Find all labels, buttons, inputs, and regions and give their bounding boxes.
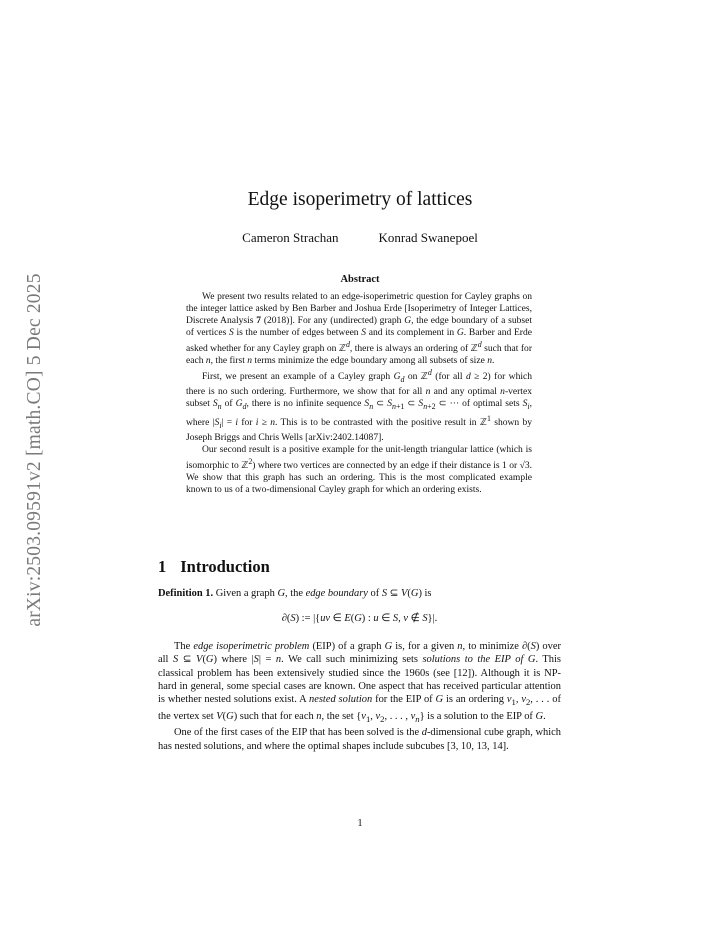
body-paragraph: One of the first cases of the EIP that has been solved is the d-dimensional cube graph, which has nested solutions, and where the optimal shapes include subcubes [3, 10, 13, 14].	[158, 727, 561, 752]
abstract-paragraph: We present two results related to an edge-isoperimetric question for Cayley graphs on the integer lattice asked by Ben Barber and Joshua Erde [Isoperimetry of Integer Lattices, Discrete Analysis 7 (2018)]. For any (undirected) graph G, the edge boundary of a subset of vertices S is the number of edges between S and its complement in G. Barber and Erde asked whether for any Cayley graph on ℤ$^d$, there is always an ordering of ℤ$^d$ such that for each n, the first n terms minimize the edge boundary among all subsets of size n.	[186, 291, 533, 367]
section-title: Introduction	[180, 557, 270, 576]
arxiv-identifier: arXiv:2503.09591v2 [math.CO] 5 Dec 2025	[24, 273, 45, 627]
abstract-heading: Abstract	[340, 274, 380, 285]
section-heading	[158, 557, 270, 577]
abstract-paragraph: First, we present an example of a Cayley graph $G_d$ on ℤ$^d$ (for all d ≥ 2) for which there is no such ordering. Furthermore, we show that for all n and any optimal n-vertex subset $S_n$ of $G_d$, there is no infinite sequence $S_n$ ⊂ $S_{n+1}$ ⊂ $S_{n+2}$ ⊂ ··· of optimal sets $S_i$, where $|S_i| = i$ for i ≥ n. This is to be contrasted with the positive result in ℤ$^1$ shown by Joseph Briggs and Chris Wells [arXiv:2402.14087].	[186, 368, 533, 444]
section-number: 1	[158, 557, 167, 576]
definition	[158, 587, 561, 600]
body-text	[158, 587, 561, 753]
abstract-paragraph: Our second result is a positive example for the unit-length triangular lattice (which is isomorphic to ℤ$^2$) where two vertices are connected by an edge if their distance is 1 or √3. We show that this graph has such an ordering. This is the most complicated example known to us of a two-dimensional Cayley graph for which an ordering exists.	[186, 444, 533, 496]
paper-title: Edge isoperimetry of lattices	[247, 189, 473, 210]
arxiv-sidebar-stamp	[15, 250, 55, 650]
author-name: Cameron Strachan	[242, 230, 339, 245]
definition-label: Definition 1.	[158, 588, 214, 599]
body-paragraph: The edge isoperimetric problem (EIP) of a graph G is, for a given n, to minimize ∂(S) over all S ⊆ V(G) where |S| = n. We call such minimizing sets solutions to the EIP of G. This classical problem has been extensively studied since the 1960s (see [12]). Although it is NP-hard in general, some special cases are known. One aspect that has received particular attention is whether nested solutions exist. A nested solution for the EIP of G is an ordering $v_1$, $v_2$, . . . of the vertex set V(G) such that for each n, the set {$v_1$, $v_2$, . . . , $v_n$} is a solution to the EIP of G.	[158, 640, 561, 724]
abstract	[186, 291, 532, 496]
author-list	[0, 230, 720, 246]
display-equation: ∂(S) := |{uv ∈ E(G) : u ∈ S, v ∉ S}|.	[281, 613, 438, 625]
author-name: Konrad Swanepoel	[378, 230, 478, 245]
page-number: 1	[357, 818, 363, 829]
definition-text: Given a graph G, the edge boundary of S ⊆ V(G) is	[215, 588, 432, 599]
